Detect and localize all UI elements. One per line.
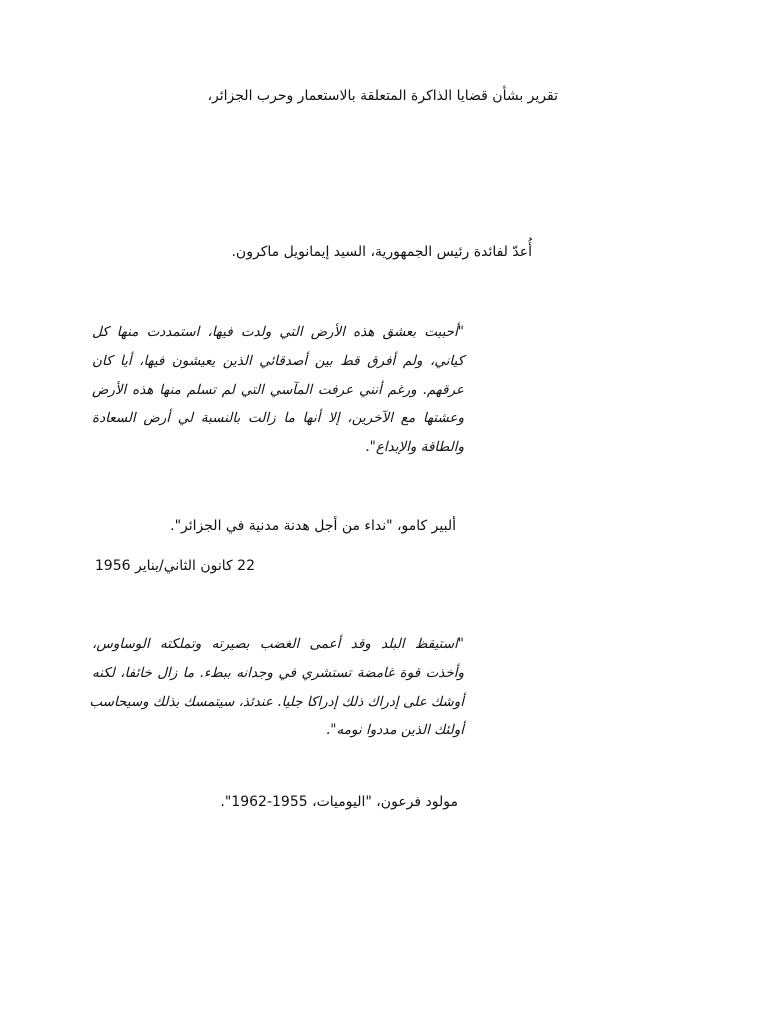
quote-line: والطاقة والإبداع".: [365, 439, 464, 456]
quote-line: أولئك الذين مددوا نومه".: [326, 722, 464, 739]
quote-line: أوشك على إدراك ذلك إدراكا جليا. عندئذ، سيتمسك بذلك وسيحاسب: [89, 693, 464, 710]
quote-attribution-feraoun: مولود فرعون، "اليوميات، 1955-1962".: [220, 794, 458, 810]
quote-feraoun: [89, 630, 464, 745]
quote-line: وعشتها مع الآخرين، إلا أنها ما زالت بالنسبة لي أرض السعادة: [92, 410, 464, 427]
quote-date-camus: 22 كانون الثاني/يناير 1956: [94, 558, 255, 574]
quote-camus: [92, 318, 464, 462]
quote-attribution-camus: ألبير كامو، "نداء من أجل هدنة مدنية في الجزائر".: [170, 518, 456, 534]
report-subtitle: أُعدّ لفائدة رئيس الجمهورية، السيد إيمانويل ماكرون.: [231, 244, 532, 260]
report-title: تقرير بشأن قضايا الذاكرة المتعلقة بالاستعمار وحرب الجزائر،: [207, 88, 558, 104]
quote-line: "أحببت بعشق هذه الأرض التي ولدت فيها، استمددت منها كل: [92, 324, 464, 340]
quote-line: عرقهم. ورغم أنني عرفت المآسي التي لم تسلم منها هذه الأرض: [92, 381, 464, 398]
quote-line: وأخذت قوة غامضة تستشري في وجدانه ببطء. ما زال خائفا، لكنه: [92, 664, 464, 681]
quote-line: "استيقظ البلد وقد أعمى الغضب بصيرته وتملكته الوساوس،: [92, 636, 464, 652]
quote-line: كياني، ولم أفرق قط بين أصدقائي الذين يعيشون فيها، أيا كان: [92, 352, 464, 369]
